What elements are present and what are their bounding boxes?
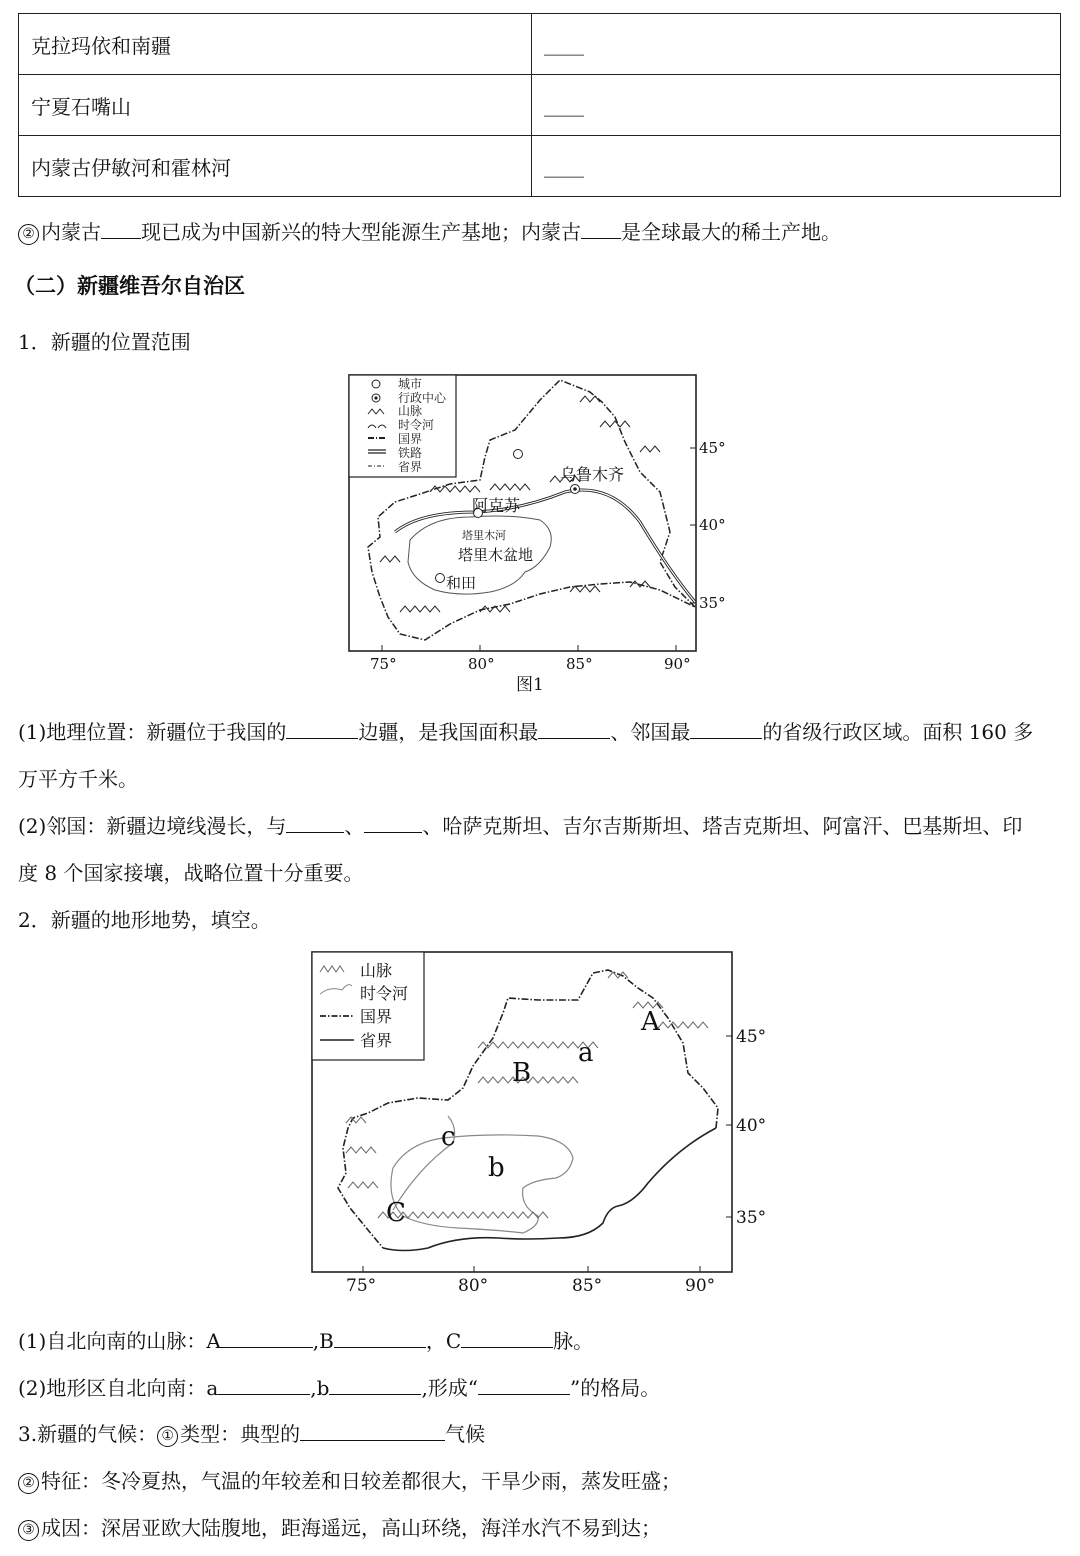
lat-tick: 40°: [699, 516, 726, 534]
legend-label: 国界: [398, 432, 423, 446]
label-b: b: [488, 1153, 505, 1183]
text: 、邻国最: [610, 720, 691, 744]
text: (2)邻国：新疆边境线漫长，与: [18, 814, 287, 838]
lon-tick: 75°: [346, 1276, 377, 1296]
city-label: 和田: [446, 574, 477, 592]
item-heading-2: 2．新疆的地形地势，填空。: [18, 908, 271, 932]
map-xinjiang-terrain: [308, 948, 778, 1298]
circled-number: ②: [18, 224, 39, 245]
question-1-2-cont: 度 8 个国家接壤，战略位置十分重要。: [18, 861, 364, 885]
answer-blank[interactable]: [461, 1327, 553, 1348]
question-3-feature: [18, 1465, 681, 1494]
text: ，C: [425, 1329, 462, 1353]
capital-symbol-icon: [374, 396, 377, 399]
answer-blank[interactable]: [101, 218, 141, 239]
label-a: a: [578, 1038, 594, 1068]
text: 是全球最大的稀土产地。: [621, 220, 841, 244]
question-1-1: [18, 716, 1033, 745]
text: 成因：深居亚欧大陆腹地，距海遥远，高山环绕，海洋水汽不易到达；: [41, 1516, 661, 1540]
legend-label: 行政中心: [398, 391, 447, 405]
city-label: 阿克苏: [472, 496, 521, 515]
lat-tick: 45°: [699, 439, 726, 457]
answer-blank[interactable]: [581, 218, 621, 239]
legend-label: 山脉: [360, 961, 393, 980]
province-border: [383, 1128, 716, 1251]
text: 气候: [445, 1422, 486, 1446]
label-B: B: [512, 1058, 532, 1088]
answer-blank[interactable]: [690, 718, 762, 739]
table-row: [19, 136, 1061, 197]
answer-blank[interactable]: [218, 1374, 310, 1395]
question-3-cause: [18, 1512, 661, 1541]
answer-blank[interactable]: [478, 1374, 570, 1395]
answer-blank[interactable]: [538, 718, 610, 739]
lon-tick: 90°: [685, 1276, 716, 1296]
text: ”的格局。: [570, 1376, 661, 1400]
lat-tick: 35°: [699, 594, 726, 612]
question-3-type: [18, 1418, 485, 1447]
lat-tick: 35°: [736, 1208, 767, 1228]
table-row: [19, 14, 1061, 75]
table-cell-place: 宁夏石嘴山: [19, 75, 532, 136]
text: 边疆，是我国面积最: [358, 720, 539, 744]
table-cell-place: 内蒙古伊敏河和霍林河: [19, 136, 532, 197]
question-2-2: [18, 1372, 660, 1401]
question-1-2: [18, 810, 1022, 839]
circled-number: ①: [157, 1426, 178, 1447]
text: 的省级行政区域。面积 160 多: [762, 720, 1034, 744]
circled-number: ②: [18, 1473, 39, 1494]
question-1-1-cont: 万平方千米。: [18, 767, 138, 791]
legend-label: 时令河: [398, 418, 435, 432]
text: (2)地形区自北向南：a: [18, 1376, 219, 1400]
lon-tick: 85°: [572, 1276, 603, 1296]
text: ,b: [310, 1376, 330, 1400]
label-c: c: [441, 1122, 456, 1152]
text: ,形成“: [421, 1376, 479, 1400]
text: 、: [344, 814, 365, 838]
text: 脉。: [553, 1329, 594, 1353]
text: 内蒙古: [41, 220, 101, 244]
lon-tick: 80°: [458, 1276, 489, 1296]
legend-label: 省界: [398, 460, 423, 474]
question-energy: [18, 216, 841, 245]
answer-blank[interactable]: [329, 1374, 421, 1395]
circled-number: ③: [18, 1520, 39, 1541]
answer-blank[interactable]: [286, 718, 358, 739]
map-xinjiang-location: [340, 372, 726, 700]
table-cell-place: 克拉玛依和南疆: [19, 14, 532, 75]
lon-tick: 90°: [664, 655, 691, 673]
text: 现已成为中国新兴的特大型能源生产基地；内蒙古: [141, 220, 581, 244]
railway-line: [395, 490, 695, 602]
river-label: 塔里木河: [462, 529, 506, 542]
legend-label: 省界: [360, 1031, 393, 1050]
answer-table: [18, 13, 1061, 197]
label-A: A: [641, 1007, 660, 1037]
capital-marker: [573, 487, 577, 491]
map-caption: 图1: [516, 675, 544, 695]
answer-blank[interactable]: [221, 1327, 313, 1348]
city-marker: [514, 450, 523, 459]
section-heading: （二）新疆维吾尔自治区: [14, 273, 245, 298]
basin-label: 塔里木盆地: [458, 546, 534, 564]
text: 、哈萨克斯坦、吉尔吉斯斯坦、塔吉克斯坦、阿富汗、巴基斯坦、印: [422, 814, 1023, 838]
table-cell-answer[interactable]: ____: [532, 136, 1061, 197]
answer-blank[interactable]: [334, 1327, 426, 1348]
city-label: 乌鲁木齐: [560, 465, 625, 484]
legend-label: 时令河: [360, 984, 409, 1003]
city-marker: [436, 574, 445, 583]
lon-tick: 85°: [566, 655, 593, 673]
legend-label: 山脉: [398, 404, 423, 418]
answer-blank[interactable]: [364, 812, 422, 833]
lon-tick: 75°: [370, 655, 397, 673]
text: 3.新疆的气候：: [18, 1422, 158, 1446]
text: 类型：典型的: [180, 1422, 301, 1446]
answer-blank[interactable]: [300, 1420, 445, 1441]
legend-label: 铁路: [398, 446, 423, 460]
legend-label: 城市: [398, 377, 423, 391]
question-2-1: [18, 1325, 593, 1354]
table-cell-answer[interactable]: ____: [532, 14, 1061, 75]
label-C: C: [386, 1198, 406, 1228]
answer-blank[interactable]: [286, 812, 344, 833]
text: (1)自北向南的山脉：A: [18, 1329, 221, 1353]
lon-tick: 80°: [468, 655, 495, 673]
text: (1)地理位置：新疆位于我国的: [18, 720, 287, 744]
text: 特征：冬冷夏热，气温的年较差和日较差都很大，干旱少雨，蒸发旺盛；: [41, 1469, 681, 1493]
table-row: [19, 75, 1061, 136]
lat-tick: 40°: [736, 1116, 767, 1136]
table-cell-answer[interactable]: ____: [532, 75, 1061, 136]
item-heading-1: 1．新疆的位置范围: [18, 330, 191, 354]
text: ,B: [312, 1329, 334, 1353]
lat-tick: 45°: [736, 1027, 767, 1047]
legend-label: 国界: [360, 1007, 393, 1026]
